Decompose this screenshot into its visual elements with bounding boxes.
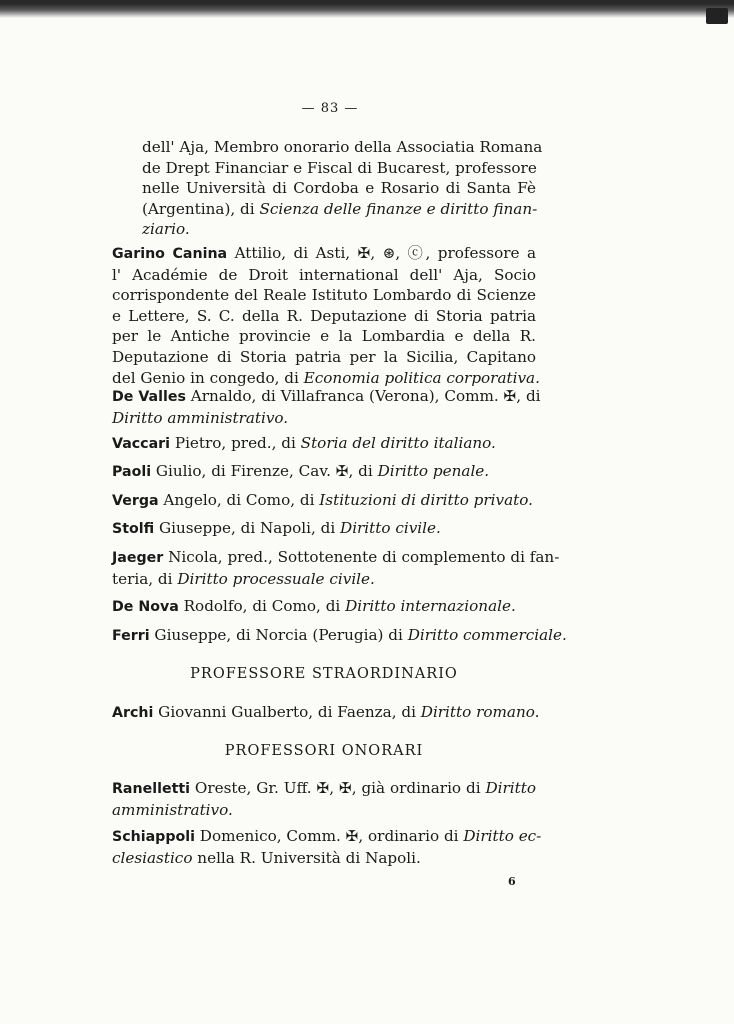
section-heading: PROFESSORE STRAORDINARIO: [190, 666, 458, 682]
subject: Istituzioni di diritto privato.: [319, 491, 533, 509]
subject: Diritto internazionale.: [345, 597, 516, 615]
entry-continuation: [112, 569, 536, 590]
text-fragment: (Argentina), di: [142, 199, 260, 218]
text-fragment: Attilio, di Asti, ✠, ⊛, ⓒ, professore a: [227, 244, 536, 262]
text-line: de Drept Financiar e Fiscal di Bucarest, professore: [142, 158, 537, 177]
professor-name: Schiappoli: [112, 829, 195, 845]
entry-ferri: [112, 625, 567, 647]
entry-devalles: [112, 386, 541, 428]
entry-paoli: [112, 461, 536, 483]
professor-name: Stolfi: [112, 521, 155, 537]
text-line: Deputazione di Storia patria per la Sicilia, Capitano: [112, 347, 536, 366]
entry-schiappoli: [112, 826, 542, 868]
entry-continuation: [112, 848, 536, 869]
professor-name: Vaccari: [112, 436, 171, 452]
professor-name: De Valles: [112, 389, 186, 405]
professor-name: Paoli: [112, 464, 152, 480]
scan-corner-mark: [706, 8, 728, 24]
text-line: [112, 848, 536, 869]
text-fragment: Oreste, Gr. Uff. ✠, ✠, già ordinario di: [190, 779, 486, 797]
text-fragment: Pietro, pred., di: [170, 434, 301, 452]
text-line: [112, 490, 536, 512]
entry-continuation: [112, 265, 540, 389]
subject: Diritto civile.: [340, 519, 441, 537]
subject: amministrativo.: [112, 800, 233, 819]
subject: Storia del diritto italiano.: [300, 434, 496, 452]
text-line: [112, 547, 560, 569]
subject: Economia politica corporativa.: [303, 368, 540, 387]
text-fragment: Giuseppe, di Napoli, di: [154, 519, 341, 537]
text-line: [142, 199, 536, 220]
subject: clesiastico: [112, 848, 193, 867]
text-line: [112, 596, 536, 618]
text-line: [112, 569, 536, 590]
entry-verga: [112, 490, 536, 512]
text-line: [112, 386, 541, 408]
professor-name: Jaeger: [112, 550, 164, 566]
text-line: dell' Aja, Membro onorario della Associatia Romana: [142, 138, 543, 156]
text-fragment: del Genio in congedo, di: [112, 368, 304, 387]
text-fragment: Giuseppe, di Norcia (Perugia) di: [149, 626, 408, 644]
text-fragment: teria, di: [112, 569, 178, 588]
subject: Scienza delle finanze e diritto finan-: [259, 199, 538, 218]
subject: Diritto: [485, 779, 536, 797]
text-fragment: Nicola, pred., Sottotenente di complemento di fan-: [163, 548, 560, 566]
entry-continuation: [112, 800, 536, 821]
page-number: — 83 —: [301, 101, 359, 116]
entry-ranelletti: [112, 778, 536, 820]
text-fragment: Giulio, di Firenze, Cav. ✠, di: [151, 462, 378, 480]
subject: Diritto penale.: [377, 462, 490, 480]
text-line: [112, 625, 567, 647]
subject: Diritto romano.: [420, 703, 540, 721]
entry-vaccari: [112, 433, 536, 455]
text-line: nelle Università di Cordoba e Rosario di Santa Fè: [142, 179, 536, 198]
professor-name: Garino Canina: [112, 246, 228, 262]
entry-archi: [112, 702, 540, 724]
text-line: [112, 433, 536, 455]
text-line: e Lettere, S. C. della R. Deputazione di Storia patria: [112, 306, 536, 325]
subject: ziario.: [142, 220, 190, 239]
text-fragment: Domenico, Comm. ✠, ordinario di: [194, 827, 464, 845]
entry-continuation: [112, 408, 536, 429]
entry-stolfi: [112, 518, 536, 540]
text-fragment: Giovanni Gualberto, di Faenza, di: [153, 703, 421, 721]
section-heading: PROFESSORI ONORARI: [224, 743, 424, 759]
text-line: [112, 518, 536, 540]
entry-jaeger: [112, 547, 560, 589]
text-line: corrispondente del Reale Istituto Lombardo di Scienze: [112, 286, 536, 305]
professor-name: De Nova: [112, 599, 179, 615]
text-fragment: nella R. Università di Napoli.: [192, 848, 421, 867]
text-line: [112, 702, 540, 724]
subject: Diritto commerciale.: [407, 626, 567, 644]
text-fragment: Rodolfo, di Como, di: [178, 597, 346, 615]
subject: Diritto amministrativo.: [112, 408, 289, 427]
subject: Diritto ec-: [463, 827, 542, 845]
text-line: [112, 243, 536, 265]
professor-name: Archi: [112, 705, 154, 721]
text-line: [112, 826, 542, 848]
subject: Diritto processuale civile.: [177, 569, 375, 588]
professor-name: Verga: [112, 493, 159, 509]
entry-garino: [112, 243, 540, 388]
scan-top-edge: [0, 0, 734, 18]
text-line: [112, 778, 536, 800]
entry-denova: [112, 596, 536, 618]
text-fragment: Arnaldo, di Villafranca (Verona), Comm. ✠, di: [185, 387, 541, 405]
signature-mark: 6: [508, 875, 516, 888]
continuation-paragraph: [112, 137, 543, 240]
text-line: l' Académie de Droit international dell' Aja, Socio: [112, 265, 536, 284]
professor-name: Ranelletti: [112, 781, 190, 797]
professor-name: Ferri: [112, 628, 150, 644]
text-line: [112, 461, 536, 483]
text-fragment: Angelo, di Como, di: [158, 491, 320, 509]
text-line: per le Antiche provincie e la Lombardia e della R.: [112, 327, 536, 346]
